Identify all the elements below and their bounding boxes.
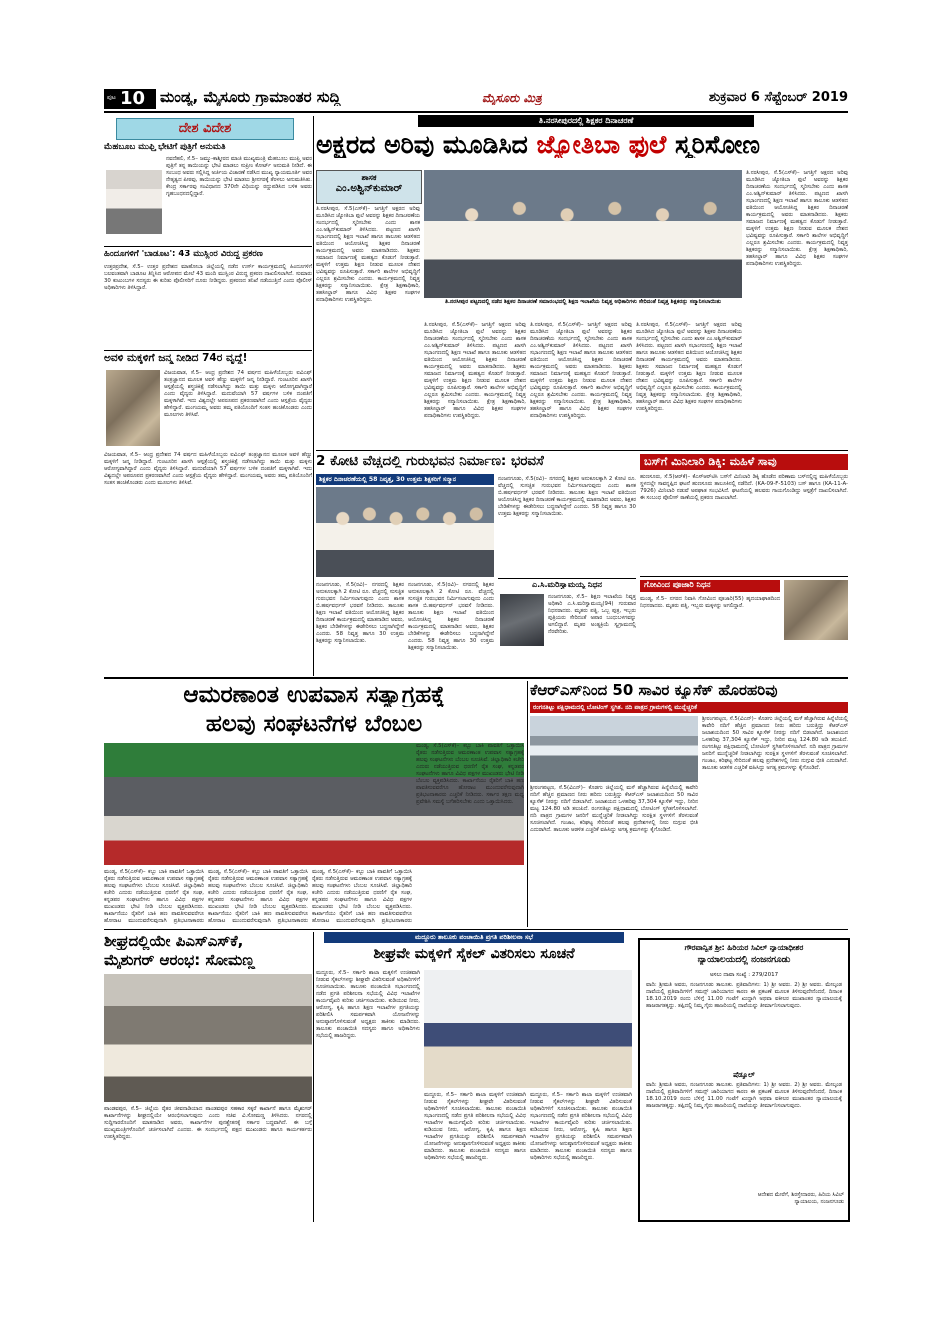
- cycle-kicker: [324, 932, 624, 943]
- pssk-headline-line1: ಶೀಘ್ರದಲ್ಲಿಯೇ ಪಿಎಸ್‌ಎಸ್‌ಕೆ,: [104, 934, 244, 950]
- legal-heading: ಗೌರವಾನ್ವಿತ ಶ್ರೀ: ಹಿರಿಯರ ಸಿವಿಲ್ ನ್ಯಾಯಾಧೀಶರ: [684, 944, 804, 952]
- section-tag-label: ದೇಶ ವಿದೇಶ: [178, 122, 232, 136]
- page-number-box: [104, 89, 156, 109]
- obituary-headline: ಎ.ಸಿ.ಮರಿಸ್ವಾಮಯ್ಯ ನಿಧನ: [532, 581, 602, 589]
- pssk-body: ಪಾಂಡವಪುರ, ಸೆ.5– ಜಿಲ್ಲೆಯ ರೈತರ ಜೀವನಾಡಿಯಾದ ಪಾಂಡವಪುರ ಸಹಕಾರ ಸಕ್ಕರೆ ಕಾರ್ಖಾನೆ ಹಾಗೂ ಮೈಶುಗರ್ ಕಾರ್ಖಾನೆಗಳನ್ನು ಶೀಘ್ರದಲ್ಲಿಯೇ ಆರಂಭಿಸಲಾಗುವುದು ಎಂದು ಸಚಿವ ವಿ.ಸೋಮಣ್ಣ ತಿಳಿಸಿದರು. ನಗರದಲ್ಲಿ ಸುದ್ದಿಗಾರರೊಂದಿಗೆ ಮಾತನಾಡಿದ ಅವರು, ಕಾರ್ಖಾನೆಗಳ ಪುನಶ್ಚೇತನಕ್ಕೆ ಸರ್ಕಾರ ಬದ್ಧವಾಗಿದೆ. ಈ ಬಗ್ಗೆ ಮುಖ್ಯಮಂತ್ರಿಗಳೊಂದಿಗೆ ಚರ್ಚಿಸಲಾಗಿದೆ ಎಂದರು. ಈ ಸಂದರ್ಭದಲ್ಲಿ ಪಕ್ಷದ ಮುಖಂಡರು ಹಾಗೂ ಕಾರ್ಯಕರ್ತರು ಉಪಸ್ಥಿತರಿದ್ದರು.: [104, 1106, 312, 1140]
- divider: [640, 576, 848, 577]
- divider: [498, 578, 636, 579]
- story-body: ನವದೆಹಲಿ, ಸೆ.5– ಜಮ್ಮು-ಕಾಶ್ಮೀರದ ಮಾಜಿ ಮುಖ್ಯಮಂತ್ರಿ ಮೆಹಬೂಬ ಮುಫ್ತಿ ಅವರ ಪುತ್ರಿಗೆ ತನ್ನ ತಾಯಿಯನ್ನು ಭೇಟಿ ಮಾಡಲು ಸುಪ್ರೀಂ ಕೋರ್ಟ್ ಅನುಮತಿ ನೀಡಿದೆ. ಈ ಸಂಬಂಧ ಅವರು ಸಲ್ಲಿಸಿದ್ದ ಅರ್ಜಿಯ ವಿಚಾರಣೆ ನಡೆಸಿದ ಮುಖ್ಯ ನ್ಯಾಯಮೂರ್ತಿ ಅವರ ನೇತೃತ್ವದ ಪೀಠವು, ತಾಯಿಯನ್ನು ಭೇಟಿ ಮಾಡಲು ಶ್ರೀನಗರಕ್ಕೆ ತೆರಳಲು ಅನುಮತಿಸಿತು. ಕೇಂದ್ರ ಸರ್ಕಾರವು ಸಂವಿಧಾನದ 370ನೇ ವಿಧಿಯನ್ನು ರದ್ದುಪಡಿಸಿದ ಬಳಿಕ ಅವರು ಗೃಹಬಂಧನದಲ್ಲಿದ್ದಾರೆ.: [166, 156, 312, 197]
- gurubhavana-body-col2: ನಂಜನಗೂಡು, ಸೆ.5(ರವಿ)– ನಗರದಲ್ಲಿ ಶಿಕ್ಷಕರ ಅನುಕೂಲಕ್ಕಾಗಿ 2 ಕೋಟಿ ರೂ. ವೆಚ್ಚದಲ್ಲಿ ಸುಸಜ್ಜಿತ ಗುರುಭವನ ನಿರ್ಮಿಸಲಾಗುವುದು ಎಂದು ಶಾಸಕ ಬಿ.ಹರ್ಷವರ್ಧನ್ ಭರವಸೆ ನೀಡಿದರು. ತಾಲೂಕು ಶಿಕ್ಷಣ ಇಲಾಖೆ ವತಿಯಿಂದ ಆಯೋಜಿಸಿದ್ದ ಶಿಕ್ಷಕರ ದಿನಾಚರಣೆ ಕಾರ್ಯಕ್ರಮದಲ್ಲಿ ಮಾತನಾಡಿದ ಅವರು, ಶಿಕ್ಷಕರ ಬೇಡಿಕೆಗಳನ್ನು ಈಡೇರಿಸಲು ಬದ್ಧನಾಗಿದ್ದೇನೆ ಎಂದರು. 58 ನಿವೃತ್ತ ಹಾಗೂ 30 ಉತ್ತಮ ಶಿಕ್ಷಕರನ್ನು ಸನ್ಮಾನಿಸಲಾಯಿತು.: [408, 582, 494, 651]
- legal-body: ವಾದಿ: ಶ್ರೀಮತಿ ಅವರು, ನಂಜನಗೂಡು ತಾಲೂಕು. ಪ್ರತಿವಾದಿಗಳು: 1) ಶ್ರೀ ಅವರು. 2) ಶ್ರೀ ಅವರು. ಮೇಲ್ಕಂಡ ದಾವೆಯಲ್ಲಿ ಪ್ರತಿವಾದಿಗಳಿಗೆ ಸಮನ್ಸ್ ಜಾರಿಯಾಗದ ಕಾರಣ ಈ ಪ್ರಕಟಣೆ ಮೂಲಕ ತಿಳಿಸುವುದೇನೆಂದರೆ, ದಿನಾಂಕ 18.10.2019 ರಂದು ಬೆಳಿಗ್ಗೆ 11.00 ಗಂಟೆಗೆ ಖುದ್ದಾಗಿ ಅಥವಾ ವಕೀಲರ ಮುಖಾಂತರ ನ್ಯಾಯಾಲಯಕ್ಕೆ ಹಾಜರಾಗತಕ್ಕದ್ದು. ತಪ್ಪಿದಲ್ಲಿ ನಿಮ್ಮ ಗೈರು ಹಾಜರಿಯಲ್ಲಿ ದಾವೆಯನ್ನು ತೀರ್ಮಾನಿಸಲಾಗುವುದು.: [646, 982, 842, 1009]
- page-number: 10: [120, 88, 146, 109]
- pssk-photo: [104, 974, 312, 1102]
- hunger-strike-story: [104, 681, 524, 927]
- lead-photo-caption: ತಿ.ನರಸೀಪುರ ಪಟ್ಟಣದಲ್ಲಿ ನಡೆದ ಶಿಕ್ಷಕರ ದಿನಾಚರಣೆ ಸಮಾರಂಭದಲ್ಲಿ ಶಿಕ್ಷಣ ಇಲಾಖೆಯ ನಿವೃತ್ತ ಅಧಿಕಾರಿಗಳು ಸೇರಿದಂತೆ ನಿವೃತ್ತ ಶಿಕ್ಷಕರನ್ನು ಸನ್ಮಾನಿಸಲಾಯಿತು: [424, 299, 742, 319]
- quote-label: ಶಾಸಕ: [361, 174, 377, 182]
- divider: [316, 450, 848, 451]
- accident-story: [640, 452, 848, 674]
- gurubhavana-photo: [316, 487, 494, 577]
- date-line: ಶುಕ್ರವಾರ 6 ಸೆಪ್ಟೆಂಬರ್ 2019: [708, 91, 848, 105]
- obituary2-headline: ಗೋವಿಂದ ಪೂಜಾರಿ ನಿಧನ: [644, 581, 711, 589]
- section-tag: [116, 118, 294, 140]
- column-rule: [313, 932, 314, 1222]
- obituary-body: ನಂಜನಗೂಡು, ಸೆ.5– ಶಿಕ್ಷಣ ಇಲಾಖೆಯ ನಿವೃತ್ತ ಅಧಿಕಾರಿ ಎ.ಸಿ.ಮರಿಸ್ವಾಮಯ್ಯ(94) ಗುರುವಾರ ನಿಧನರಾದರು. ಮೃತರು ಪತ್ನಿ, ಒಬ್ಬ ಪುತ್ರ, ಇಬ್ಬರು ಪುತ್ರಿಯರು ಸೇರಿದಂತೆ ಅಪಾರ ಬಂಧುಬಳಗವನ್ನು ಅಗಲಿದ್ದಾರೆ. ಮೃತರ ಅಂತ್ಯಕ್ರಿಯೆ ಸ್ವಗ್ರಾಮದಲ್ಲಿ ನೆರವೇರಿತು.: [548, 594, 636, 635]
- strike-body-col4: ಮಂಡ್ಯ, ಸೆ.5(ಎಸ್‌ಕೆ)– ಕಬ್ಬು ಬಾಕಿ ಪಾವತಿಗೆ ಒತ್ತಾಯಿಸಿ ರೈತರು ನಡೆಸುತ್ತಿರುವ ಆಮರಣಾಂತ ಉಪವಾಸ ಸತ್ಯಾಗ್ರಹಕ್ಕೆ ಹಲವು ಸಂಘಟನೆಗಳು ಬೆಂಬಲ ಸೂಚಿಸಿವೆ. ಜಿಲ್ಲಾಧಿಕಾರಿ ಕಚೇರಿ ಎದುರು ನಡೆಯುತ್ತಿರುವ ಧರಣಿಗೆ ರೈತ ಸಂಘ, ಕನ್ನಡಪರ ಸಂಘಟನೆಗಳು ಹಾಗೂ ವಿವಿಧ ಪಕ್ಷಗಳ ಮುಖಂಡರು ಭೇಟಿ ನೀಡಿ ಬೆಂಬಲ ವ್ಯಕ್ತಪಡಿಸಿದರು. ಕಾರ್ಖಾನೆಯು ರೈತರಿಗೆ ಬಾಕಿ ಹಣ ಪಾವತಿಸುವವರೆಗೂ ಹೋರಾಟ ಮುಂದುವರೆಸುವುದಾಗಿ ಪ್ರತಿಭಟನಾಕಾರರು ಎಚ್ಚರಿಕೆ ನೀಡಿದರು. ಸರ್ಕಾರ ತಕ್ಷಣ ಮಧ್ಯ ಪ್ರವೇಶಿಸಿ ಸಮಸ್ಯೆ ಬಗೆಹರಿಸಬೇಕು ಎಂದು ಒತ್ತಾಯಿಸಿದರು.: [416, 743, 524, 805]
- column-rule: [527, 681, 528, 927]
- legal-subheading: ನ್ಯಾಯಾಲಯದಲ್ಲಿ ನಂಜನಗೂಡು: [697, 956, 791, 965]
- krs-headline: ಕೆಆರ್‌ಎಸ್‌ನಿಂದ 50 ಸಾವಿರ ಕ್ಯೂಸೆಕ್ ಹೊರಹರಿವು: [530, 683, 778, 699]
- teachers-felicitation-photo: [424, 170, 742, 298]
- story-headline: ಹಿಂದೂಗಳಿಗೆ 'ಬಾಡೂಟ': 43 ಮುಸ್ಲಿಂರ ವಿರುದ್ಧ ಪ್ರಕರಣ: [104, 250, 263, 259]
- masthead: [104, 88, 848, 110]
- krs-body: ಶ್ರೀರಂಗಪಟ್ಟಣ, ಸೆ.5(ವಿಎನ್)– ಕೊಡಗು ಜಿಲ್ಲೆಯಲ್ಲಿ ಮಳೆ ಹೆಚ್ಚಾಗಿರುವ ಹಿನ್ನೆಲೆಯಲ್ಲಿ ಕಾವೇರಿ ನದಿಗೆ ಹೆಚ್ಚಿನ ಪ್ರಮಾಣದ ನೀರು ಹರಿದು ಬರುತ್ತಿದ್ದು ಕೆಆರ್‌ಎಸ್ ಜಲಾಶಯದಿಂದ 50 ಸಾವಿರ ಕ್ಯೂಸೆಕ್ ನೀರನ್ನು ನದಿಗೆ ಬಿಡಲಾಗಿದೆ. ಜಲಾಶಯದ ಒಳಹರಿವು 37,304 ಕ್ಯೂಸೆಕ್ ಇದ್ದು, ನೀರಿನ ಮಟ್ಟ 124.80 ಅಡಿ ತಲುಪಿದೆ. ರಂಗನತಿಟ್ಟು ಪಕ್ಷಿಧಾಮದಲ್ಲಿ ಬೋಟಿಂಗ್ ಸ್ಥಗಿತಗೊಳಿಸಲಾಗಿದೆ. ನದಿ ಪಾತ್ರದ ಗ್ರಾಮಗಳ ಜನರಿಗೆ ಮುನ್ನೆಚ್ಚರಿಕೆ ನೀಡಲಾಗಿದ್ದು ಸುರಕ್ಷಿತ ಸ್ಥಳಗಳಿಗೆ ತೆರಳುವಂತೆ ಸೂಚಿಸಲಾಗಿದೆ. ಗಂಜಾಂ, ಕರಿಘಟ್ಟ ಸೇರಿದಂತೆ ಹಲವು ಪ್ರದೇಶಗಳಲ್ಲಿ ನೀರು ನುಗ್ಗುವ ಭೀತಿ ಎದುರಾಗಿದೆ. ತಾಲೂಕು ಆಡಳಿತ ಎಚ್ಚರಿಕೆ ವಹಿಸಿದ್ದು ಅಗತ್ಯ ಕ್ರಮಗಳನ್ನು ಕೈಗೊಂಡಿದೆ.: [530, 785, 698, 833]
- story-headline: ಅವಳಿ ಮಕ್ಕಳಿಗೆ ಜನ್ಮ ನೀಡಿದ 74ರ ವೃದ್ಧೆ!: [104, 353, 248, 364]
- cycle-body-col2: ಮದ್ದೂರು, ಸೆ.5– ಸರ್ಕಾರಿ ಶಾಲಾ ಮಕ್ಕಳಿಗೆ ಉಚಿತವಾಗಿ ನೀಡುವ ಸೈಕಲ್‌ಗಳನ್ನು ಶೀಘ್ರವೇ ವಿತರಿಸುವಂತೆ ಅಧಿಕಾರಿಗಳಿಗೆ ಸೂಚಿಸಲಾಯಿತು. ತಾಲೂಕು ಪಂಚಾಯಿತಿ ಸಭಾಂಗಣದಲ್ಲಿ ನಡೆದ ಪ್ರಗತಿ ಪರಿಶೀಲನಾ ಸಭೆಯಲ್ಲಿ ವಿವಿಧ ಇಲಾಖೆಗಳ ಕಾರ್ಯವೈಖರಿ ಕುರಿತು ಚರ್ಚಿಸಲಾಯಿತು. ಕುಡಿಯುವ ನೀರು, ಆರೋಗ್ಯ, ಕೃಷಿ ಹಾಗೂ ಶಿಕ್ಷಣ ಇಲಾಖೆಗಳ ಪ್ರಗತಿಯನ್ನು ಪರಿಶೀಲಿಸಿ ಸಮರ್ಪಕವಾಗಿ ಯೋಜನೆಗಳನ್ನು ಅನುಷ್ಠಾನಗೊಳಿಸುವಂತೆ ಅಧ್ಯಕ್ಷರು ತಾಕೀತು ಮಾಡಿದರು. ತಾಲೂಕು ಪಂಚಾಯಿತಿ ಸದಸ್ಯರು ಹಾಗೂ ಅಧಿಕಾರಿಗಳು ಸಭೆಯಲ್ಲಿ ಹಾಜರಿದ್ದರು.: [424, 1092, 526, 1161]
- cycle-headline: ಶೀಘ್ರವೇ ಮಕ್ಕಳಿಗೆ ಸೈಕಲ್ ವಿತರಿಸಲು ಸೂಚನೆ: [373, 947, 575, 962]
- story-body-continued: ವಿಜಯವಾಡ, ಸೆ.5– ಆಂಧ್ರ ಪ್ರದೇಶದ 74 ವರ್ಷದ ಮಹಿಳೆಯೊಬ್ಬರು ಐವಿಎಫ್ ತಂತ್ರಜ್ಞಾನದ ಮೂಲಕ ಅವಳಿ ಹೆಣ್ಣು ಮಕ್ಕಳಿಗೆ ಜನ್ಮ ನೀಡಿದ್ದಾರೆ. ಗುಂಟೂರಿನ ಖಾಸಗಿ ಆಸ್ಪತ್ರೆಯಲ್ಲಿ ಶಸ್ತ್ರಚಿಕಿತ್ಸೆ ನಡೆಸಲಾಗಿದ್ದು ತಾಯಿ ಮತ್ತು ಮಕ್ಕಳು ಆರೋಗ್ಯವಾಗಿದ್ದಾರೆ ಎಂದು ವೈದ್ಯರು ತಿಳಿಸಿದ್ದಾರೆ. ಮದುವೆಯಾಗಿ 57 ವರ್ಷಗಳ ಬಳಿಕ ದಂಪತಿಗೆ ಮಕ್ಕಳಾಗಿವೆ. ಇದು ವಿಶ್ವದಲ್ಲೇ ಅಪರೂಪದ ಪ್ರಕರಣವಾಗಿದೆ ಎಂದು ಆಸ್ಪತ್ರೆಯ ವೈದ್ಯರು ಹೇಳಿದ್ದಾರೆ. ಮಂಗಯಮ್ಮ ಅವರು ತಮ್ಮ ಪತಿಯೊಂದಿಗೆ ಸಂತಸ ಹಂಚಿಕೊಂಡರು ಎಂದು ಮೂಲಗಳು ತಿಳಿಸಿವೆ.: [104, 452, 312, 486]
- obituary2-photo: [784, 580, 848, 640]
- pssk-story: [104, 932, 312, 1222]
- krs-dam-photo: [530, 716, 698, 782]
- cycle-body-col3: ಮದ್ದೂರು, ಸೆ.5– ಸರ್ಕಾರಿ ಶಾಲಾ ಮಕ್ಕಳಿಗೆ ಉಚಿತವಾಗಿ ನೀಡುವ ಸೈಕಲ್‌ಗಳನ್ನು ಶೀಘ್ರವೇ ವಿತರಿಸುವಂತೆ ಅಧಿಕಾರಿಗಳಿಗೆ ಸೂಚಿಸಲಾಯಿತು. ತಾಲೂಕು ಪಂಚಾಯಿತಿ ಸಭಾಂಗಣದಲ್ಲಿ ನಡೆದ ಪ್ರಗತಿ ಪರಿಶೀಲನಾ ಸಭೆಯಲ್ಲಿ ವಿವಿಧ ಇಲಾಖೆಗಳ ಕಾರ್ಯವೈಖರಿ ಕುರಿತು ಚರ್ಚಿಸಲಾಯಿತು. ಕುಡಿಯುವ ನೀರು, ಆರೋಗ್ಯ, ಕೃಷಿ ಹಾಗೂ ಶಿಕ್ಷಣ ಇಲಾಖೆಗಳ ಪ್ರಗತಿಯನ್ನು ಪರಿಶೀಲಿಸಿ ಸಮರ್ಪಕವಾಗಿ ಯೋಜನೆಗಳನ್ನು ಅನುಷ್ಠಾನಗೊಳಿಸುವಂತೆ ಅಧ್ಯಕ್ಷರು ತಾಕೀತು ಮಾಡಿದರು. ತಾಲೂಕು ಪಂಚಾಯಿತಿ ಸದಸ್ಯರು ಹಾಗೂ ಅಧಿಕಾರಿಗಳು ಸಭೆಯಲ್ಲಿ ಹಾಜರಿದ್ದರು.: [530, 1092, 632, 1161]
- cycle-story: [316, 932, 632, 1222]
- section-rule: [104, 929, 848, 930]
- mehbooba-photo: [106, 170, 162, 234]
- lead-body-col5: ತಿ.ನರಸೀಪುರ, ಸೆ.5(ಎಸ್‌ಕೆ)– ಜಗತ್ತಿಗೆ ಅಕ್ಷರದ ಅರಿವು ಮೂಡಿಸಿದ ಜ್ಯೋತಿಬಾ ಫುಲೆ ಅವರನ್ನು ಶಿಕ್ಷಕರ ದಿನಾಚರಣೆಯ ಸಂದರ್ಭದಲ್ಲಿ ಸ್ಮರಿಸಬೇಕು ಎಂದು ಶಾಸಕ ಎಂ.ಅಶ್ವಿನ್‌ಕುಮಾರ್ ತಿಳಿಸಿದರು. ಪಟ್ಟಣದ ಖಾಸಗಿ ಸಭಾಂಗಣದಲ್ಲಿ ಶಿಕ್ಷಣ ಇಲಾಖೆ ಹಾಗೂ ತಾಲೂಕು ಆಡಳಿತದ ವತಿಯಿಂದ ಆಯೋಜಿಸಿದ್ದ ಶಿಕ್ಷಕರ ದಿನಾಚರಣೆ ಕಾರ್ಯಕ್ರಮದಲ್ಲಿ ಅವರು ಮಾತನಾಡಿದರು. ಶಿಕ್ಷಕರು ಸಮಾಜದ ನಿರ್ಮಾಣಕ್ಕೆ ಮಹತ್ವದ ಕೊಡುಗೆ ನೀಡುತ್ತಾರೆ. ಮಕ್ಕಳಿಗೆ ಉತ್ತಮ ಶಿಕ್ಷಣ ನೀಡುವ ಮೂಲಕ ದೇಶದ ಭವಿಷ್ಯವನ್ನು ರೂಪಿಸುತ್ತಾರೆ. ಸರ್ಕಾರಿ ಶಾಲೆಗಳ ಅಭಿವೃದ್ಧಿಗೆ ಎಲ್ಲರೂ ಶ್ರಮಿಸಬೇಕು ಎಂದರು. ಕಾರ್ಯಕ್ರಮದಲ್ಲಿ ನಿವೃತ್ತ ಶಿಕ್ಷಕರನ್ನು ಸನ್ಮಾನಿಸಲಾಯಿತು. ಕ್ಷೇತ್ರ ಶಿಕ್ಷಣಾಧಿಕಾರಿ, ತಹಸೀಲ್ದಾರ್ ಹಾಗೂ ವಿವಿಧ ಶಿಕ್ಷಕರ ಸಂಘಗಳ ಪದಾಧಿಕಾರಿಗಳು ಉಪಸ್ಥಿತರಿದ್ದರು.: [746, 170, 848, 267]
- strike-headline-line1: ಆಮರಣಾಂತ ಉಪವಾಸ ಸತ್ಯಾಗ್ರಹಕ್ಕೆ: [183, 683, 445, 708]
- pssk-headline-line2: ಮೈಶುಗರ್ ಆರಂಭ: ಸೋಮಣ್ಣ: [104, 953, 255, 969]
- obituary-photo: [500, 594, 544, 646]
- story-body: ಉತ್ತರಪ್ರದೇಶ, ಸೆ.5– ಉತ್ತರ ಪ್ರದೇಶದ ಮಾಹೋಬಾ ಜಿಲ್ಲೆಯಲ್ಲಿ ನಡೆದ ಉರ್ಸ್ ಕಾರ್ಯಕ್ರಮದಲ್ಲಿ ಹಿಂದೂಗಳಿಗೆ ಬಲವಂತವಾಗಿ ಬಾಡೂಟ ತಿನ್ನಿಸಿದ ಆರೋಪದ ಮೇಲೆ 43 ಮಂದಿ ಮುಸ್ಲಿಂರ ವಿರುದ್ಧ ಪ್ರಕರಣ ದಾಖಲಿಸಲಾಗಿದೆ. ಸುಮಾರು 30 ಕುಟುಂಬಗಳ ಸದಸ್ಯರು ಈ ಕುರಿತು ಪೊಲೀಸರಿಗೆ ದೂರು ನೀಡಿದ್ದರು. ಪ್ರಕರಣದ ತನಿಖೆ ನಡೆಯುತ್ತಿದೆ ಎಂದು ಪೊಲೀಸ್ ಅಧಿಕಾರಿಗಳು ತಿಳಿಸಿದ್ದಾರೆ.: [104, 264, 312, 291]
- obituary2-body: ಮಂಡ್ಯ, ಸೆ.5– ನಗರದ ನಿವಾಸಿ ಗೋವಿಂದ ಪೂಜಾರಿ(55) ಹೃದಯಾಘಾತದಿಂದ ನಿಧನರಾದರು. ಮೃತರು ಪತ್ನಿ, ಇಬ್ಬರು ಮಕ್ಕಳನ್ನು ಅಗಲಿದ್ದಾರೆ.: [640, 596, 780, 609]
- strike-body-col3: ಮಂಡ್ಯ, ಸೆ.5(ಎಸ್‌ಕೆ)– ಕಬ್ಬು ಬಾಕಿ ಪಾವತಿಗೆ ಒತ್ತಾಯಿಸಿ ರೈತರು ನಡೆಸುತ್ತಿರುವ ಆಮರಣಾಂತ ಉಪವಾಸ ಸತ್ಯಾಗ್ರಹಕ್ಕೆ ಹಲವು ಸಂಘಟನೆಗಳು ಬೆಂಬಲ ಸೂಚಿಸಿವೆ. ಜಿಲ್ಲಾಧಿಕಾರಿ ಕಚೇರಿ ಎದುರು ನಡೆಯುತ್ತಿರುವ ಧರಣಿಗೆ ರೈತ ಸಂಘ, ಕನ್ನಡಪರ ಸಂಘಟನೆಗಳು ಹಾಗೂ ವಿವಿಧ ಪಕ್ಷಗಳ ಮುಖಂಡರು ಭೇಟಿ ನೀಡಿ ಬೆಂಬಲ ವ್ಯಕ್ತಪಡಿಸಿದರು. ಕಾರ್ಖಾನೆಯು ರೈತರಿಗೆ ಬಾಕಿ ಹಣ ಪಾವತಿಸುವವರೆಗೂ ಹೋರಾಟ ಮುಂದುವರೆಸುವುದಾಗಿ ಪ್ರತಿಭಟನಾಕಾರರು: [312, 869, 412, 924]
- masthead-logo: ಮೈಸೂರು ಮಿತ್ರ: [482, 92, 542, 105]
- legal-notice: [638, 938, 850, 1222]
- section-rule: [104, 677, 848, 679]
- lead-kicker: [418, 115, 754, 127]
- lead-body: ತಿ.ನರಸೀಪುರ, ಸೆ.5(ಎಸ್‌ಕೆ)– ಜಗತ್ತಿಗೆ ಅಕ್ಷರದ ಅರಿವು ಮೂಡಿಸಿದ ಜ್ಯೋತಿಬಾ ಫುಲೆ ಅವರನ್ನು ಶಿಕ್ಷಕರ ದಿನಾಚರಣೆಯ ಸಂದರ್ಭದಲ್ಲಿ ಸ್ಮರಿಸಬೇಕು ಎಂದು ಶಾಸಕ ಎಂ.ಅಶ್ವಿನ್‌ಕುಮಾರ್ ತಿಳಿಸಿದರು. ಪಟ್ಟಣದ ಖಾಸಗಿ ಸಭಾಂಗಣದಲ್ಲಿ ಶಿಕ್ಷಣ ಇಲಾಖೆ ಹಾಗೂ ತಾಲೂಕು ಆಡಳಿತದ ವತಿಯಿಂದ ಆಯೋಜಿಸಿದ್ದ ಶಿಕ್ಷಕರ ದಿನಾಚರಣೆ ಕಾರ್ಯಕ್ರಮದಲ್ಲಿ ಅವರು ಮಾತನಾಡಿದರು. ಶಿಕ್ಷಕರು ಸಮಾಜದ ನಿರ್ಮಾಣಕ್ಕೆ ಮಹತ್ವದ ಕೊಡುಗೆ ನೀಡುತ್ತಾರೆ. ಮಕ್ಕಳಿಗೆ ಉತ್ತಮ ಶಿಕ್ಷಣ ನೀಡುವ ಮೂಲಕ ದೇಶದ ಭವಿಷ್ಯವನ್ನು ರೂಪಿಸುತ್ತಾರೆ. ಸರ್ಕಾರಿ ಶಾಲೆಗಳ ಅಭಿವೃದ್ಧಿಗೆ ಎಲ್ಲರೂ ಶ್ರಮಿಸಬೇಕು ಎಂದರು. ಕಾರ್ಯಕ್ರಮದಲ್ಲಿ ನಿವೃತ್ತ ಶಿಕ್ಷಕರನ್ನು ಸನ್ಮಾನಿಸಲಾಯಿತು. ಕ್ಷೇತ್ರ ಶಿಕ್ಷಣಾಧಿಕಾರಿ, ತಹಸೀಲ್ದಾರ್ ಹಾಗೂ ವಿವಿಧ ಶಿಕ್ಷಕರ ಸಂಘಗಳ ಪದಾಧಿಕಾರಿಗಳು ಉಪಸ್ಥಿತರಿದ್ದರು.: [316, 206, 420, 303]
- lead-body-col4: ತಿ.ನರಸೀಪುರ, ಸೆ.5(ಎಸ್‌ಕೆ)– ಜಗತ್ತಿಗೆ ಅಕ್ಷರದ ಅರಿವು ಮೂಡಿಸಿದ ಜ್ಯೋತಿಬಾ ಫುಲೆ ಅವರನ್ನು ಶಿಕ್ಷಕರ ದಿನಾಚರಣೆಯ ಸಂದರ್ಭದಲ್ಲಿ ಸ್ಮರಿಸಬೇಕು ಎಂದು ಶಾಸಕ ಎಂ.ಅಶ್ವಿನ್‌ಕುಮಾರ್ ತಿಳಿಸಿದರು. ಪಟ್ಟಣದ ಖಾಸಗಿ ಸಭಾಂಗಣದಲ್ಲಿ ಶಿಕ್ಷಣ ಇಲಾಖೆ ಹಾಗೂ ತಾಲೂಕು ಆಡಳಿತದ ವತಿಯಿಂದ ಆಯೋಜಿಸಿದ್ದ ಶಿಕ್ಷಕರ ದಿನಾಚರಣೆ ಕಾರ್ಯಕ್ರಮದಲ್ಲಿ ಅವರು ಮಾತನಾಡಿದರು. ಶಿಕ್ಷಕರು ಸಮಾಜದ ನಿರ್ಮಾಣಕ್ಕೆ ಮಹತ್ವದ ಕೊಡುಗೆ ನೀಡುತ್ತಾರೆ. ಮಕ್ಕಳಿಗೆ ಉತ್ತಮ ಶಿಕ್ಷಣ ನೀಡುವ ಮೂಲಕ ದೇಶದ ಭವಿಷ್ಯವನ್ನು ರೂಪಿಸುತ್ತಾರೆ. ಸರ್ಕಾರಿ ಶಾಲೆಗಳ ಅಭಿವೃದ್ಧಿಗೆ ಎಲ್ಲರೂ ಶ್ರಮಿಸಬೇಕು ಎಂದರು. ಕಾರ್ಯಕ್ರಮದಲ್ಲಿ ನಿವೃತ್ತ ಶಿಕ್ಷಕರನ್ನು ಸನ್ಮಾನಿಸಲಾಯಿತು. ಕ್ಷೇತ್ರ ಶಿಕ್ಷಣಾಧಿಕಾರಿ, ತಹಸೀಲ್ದಾರ್ ಹಾಗೂ ವಿವಿಧ ಶಿಕ್ಷಕರ ಸಂಘಗಳ ಪದಾಧಿಕಾರಿಗಳು ಉಪಸ್ಥಿತರಿದ್ದರು.: [636, 322, 742, 412]
- lead-headline: [316, 132, 848, 158]
- cycle-kicker-text: ಮದ್ದೂರು ತಾಲೂಕು ಪಂಚಾಯಿತಿ ಪ್ರಗತಿ ಪರಿಶೀಲನಾ ಸಭೆ: [415, 933, 533, 941]
- obituary2-head-box: [640, 580, 780, 592]
- left-column: [104, 116, 312, 676]
- gurubhavana-banner-text: ಶಿಕ್ಷಕರ ದಿನಾಚರಣೆಯಲ್ಲಿ 58 ನಿವೃತ್ತ, 30 ಉತ್ತಮ ಶಿಕ್ಷಕರಿಗೆ ಸನ್ಮಾನ: [319, 476, 457, 483]
- lead-headline-part2: ಸ್ಮರಿಸೋಣ: [666, 132, 761, 159]
- elderly-mother-photo: [106, 370, 160, 446]
- krs-banner: [530, 702, 848, 713]
- legal-schedule-label: ಷೆಡ್ಯೂಲ್: [733, 1072, 755, 1079]
- divider: [104, 350, 312, 351]
- strike-body: ಮಂಡ್ಯ, ಸೆ.5(ಎಸ್‌ಕೆ)– ಕಬ್ಬು ಬಾಕಿ ಪಾವತಿಗೆ ಒತ್ತಾಯಿಸಿ ರೈತರು ನಡೆಸುತ್ತಿರುವ ಆಮರಣಾಂತ ಉಪವಾಸ ಸತ್ಯಾಗ್ರಹಕ್ಕೆ ಹಲವು ಸಂಘಟನೆಗಳು ಬೆಂಬಲ ಸೂಚಿಸಿವೆ. ಜಿಲ್ಲಾಧಿಕಾರಿ ಕಚೇರಿ ಎದುರು ನಡೆಯುತ್ತಿರುವ ಧರಣಿಗೆ ರೈತ ಸಂಘ, ಕನ್ನಡಪರ ಸಂಘಟನೆಗಳು ಹಾಗೂ ವಿವಿಧ ಪಕ್ಷಗಳ ಮುಖಂಡರು ಭೇಟಿ ನೀಡಿ ಬೆಂಬಲ ವ್ಯಕ್ತಪಡಿಸಿದರು. ಕಾರ್ಖಾನೆಯು ರೈತರಿಗೆ ಬಾಕಿ ಹಣ ಪಾವತಿಸುವವರೆಗೂ ಹೋರಾಟ ಮುಂದುವರೆಸುವುದಾಗಿ ಪ್ರತಿಭಟನಾಕಾರರು: [104, 869, 204, 924]
- lead-body-col2: ತಿ.ನರಸೀಪುರ, ಸೆ.5(ಎಸ್‌ಕೆ)– ಜಗತ್ತಿಗೆ ಅಕ್ಷರದ ಅರಿವು ಮೂಡಿಸಿದ ಜ್ಯೋತಿಬಾ ಫುಲೆ ಅವರನ್ನು ಶಿಕ್ಷಕರ ದಿನಾಚರಣೆಯ ಸಂದರ್ಭದಲ್ಲಿ ಸ್ಮರಿಸಬೇಕು ಎಂದು ಶಾಸಕ ಎಂ.ಅಶ್ವಿನ್‌ಕುಮಾರ್ ತಿಳಿಸಿದರು. ಪಟ್ಟಣದ ಖಾಸಗಿ ಸಭಾಂಗಣದಲ್ಲಿ ಶಿಕ್ಷಣ ಇಲಾಖೆ ಹಾಗೂ ತಾಲೂಕು ಆಡಳಿತದ ವತಿಯಿಂದ ಆಯೋಜಿಸಿದ್ದ ಶಿಕ್ಷಕರ ದಿನಾಚರಣೆ ಕಾರ್ಯಕ್ರಮದಲ್ಲಿ ಅವರು ಮಾತನಾಡಿದರು. ಶಿಕ್ಷಕರು ಸಮಾಜದ ನಿರ್ಮಾಣಕ್ಕೆ ಮಹತ್ವದ ಕೊಡುಗೆ ನೀಡುತ್ತಾರೆ. ಮಕ್ಕಳಿಗೆ ಉತ್ತಮ ಶಿಕ್ಷಣ ನೀಡುವ ಮೂಲಕ ದೇಶದ ಭವಿಷ್ಯವನ್ನು ರೂಪಿಸುತ್ತಾರೆ. ಸರ್ಕಾರಿ ಶಾಲೆಗಳ ಅಭಿವೃದ್ಧಿಗೆ ಎಲ್ಲರೂ ಶ್ರಮಿಸಬೇಕು ಎಂದರು. ಕಾರ್ಯಕ್ರಮದಲ್ಲಿ ನಿವೃತ್ತ ಶಿಕ್ಷಕರನ್ನು ಸನ್ಮಾನಿಸಲಾಯಿತು. ಕ್ಷೇತ್ರ ಶಿಕ್ಷಣಾಧಿಕಾರಿ, ತಹಸೀಲ್ದಾರ್ ಹಾಗೂ ವಿವಿಧ ಶಿಕ್ಷಕರ ಸಂಘಗಳ ಪದಾಧಿಕಾರಿಗಳು ಉಪಸ್ಥಿತರಿದ್ದರು.: [424, 322, 526, 419]
- krs-story: [530, 681, 848, 927]
- legal-case-line: ಅಸಲು ದಾವಾ ಸಂಖ್ಯೆ : 279/2017: [709, 972, 779, 978]
- accident-body: ಹುಣಸೂರು, ಸೆ.5(ಆರ್‌ಕೆ)– ಕೆಎಸ್‌ಆರ್‌ಟಿಸಿ ಬಸ್‌ಗೆ ಮಿನಿಲಾರಿ ಡಿಕ್ಕಿ ಹೊಡೆದ ಪರಿಣಾಮ ಬಸ್‌ನಲ್ಲಿದ್ದ ಮಹಿಳೆಯೊಬ್ಬರು ಸ್ಥಳದಲ್ಲೇ ಸಾವನ್ನಪ್ಪಿದ ಘಟನೆ ಹುಣಸೂರು ತಾಲೂಕಿನಲ್ಲಿ ನಡೆದಿದೆ. (KA-09-F-5103) ಬಸ್ ಹಾಗೂ (KA-11-A-7926) ಮಿನಿಲಾರಿ ನಡುವೆ ಅಪಘಾತ ಸಂಭವಿಸಿದೆ. ಘಟನೆಯಲ್ಲಿ ಹಲವರು ಗಾಯಗೊಂಡಿದ್ದು ಆಸ್ಪತ್ರೆಗೆ ದಾಖಲಿಸಲಾಗಿದೆ. ಈ ಸಂಬಂಧ ಪೊಲೀಸ್ ಠಾಣೆಯಲ್ಲಿ ಪ್ರಕರಣ ದಾಖಲಾಗಿದೆ.: [640, 474, 848, 501]
- cycle-meeting-photo: [424, 970, 632, 1088]
- story-headline: ಮೆಹಬೂಬ ಮುಫ್ತಿ ಭೇಟಿಗೆ ಪುತ್ರಿಗೆ ಅನುಮತಿ: [104, 143, 226, 152]
- lead-story: [316, 114, 848, 450]
- divider: [104, 246, 312, 247]
- strike-body-col2: ಮಂಡ್ಯ, ಸೆ.5(ಎಸ್‌ಕೆ)– ಕಬ್ಬು ಬಾಕಿ ಪಾವತಿಗೆ ಒತ್ತಾಯಿಸಿ ರೈತರು ನಡೆಸುತ್ತಿರುವ ಆಮರಣಾಂತ ಉಪವಾಸ ಸತ್ಯಾಗ್ರಹಕ್ಕೆ ಹಲವು ಸಂಘಟನೆಗಳು ಬೆಂಬಲ ಸೂಚಿಸಿವೆ. ಜಿಲ್ಲಾಧಿಕಾರಿ ಕಚೇರಿ ಎದುರು ನಡೆಯುತ್ತಿರುವ ಧರಣಿಗೆ ರೈತ ಸಂಘ, ಕನ್ನಡಪರ ಸಂಘಟನೆಗಳು ಹಾಗೂ ವಿವಿಧ ಪಕ್ಷಗಳ ಮುಖಂಡರು ಭೇಟಿ ನೀಡಿ ಬೆಂಬಲ ವ್ಯಕ್ತಪಡಿಸಿದರು. ಕಾರ್ಖಾನೆಯು ರೈತರಿಗೆ ಬಾಕಿ ಹಣ ಪಾವತಿಸುವವರೆಗೂ ಹೋರಾಟ ಮುಂದುವರೆಸುವುದಾಗಿ ಪ್ರತಿಭಟನಾಕಾರರು: [208, 869, 308, 924]
- accident-headline: ಬಸ್‌ಗೆ ಮಿನಿಲಾರಿ ಡಿಕ್ಕಿ: ಮಹಿಳೆ ಸಾವು: [644, 456, 777, 468]
- gurubhavana-banner: [316, 474, 494, 485]
- story-body: ವಿಜಯವಾಡ, ಸೆ.5– ಆಂಧ್ರ ಪ್ರದೇಶದ 74 ವರ್ಷದ ಮಹಿಳೆಯೊಬ್ಬರು ಐವಿಎಫ್ ತಂತ್ರಜ್ಞಾನದ ಮೂಲಕ ಅವಳಿ ಹೆಣ್ಣು ಮಕ್ಕಳಿಗೆ ಜನ್ಮ ನೀಡಿದ್ದಾರೆ. ಗುಂಟೂರಿನ ಖಾಸಗಿ ಆಸ್ಪತ್ರೆಯಲ್ಲಿ ಶಸ್ತ್ರಚಿಕಿತ್ಸೆ ನಡೆಸಲಾಗಿದ್ದು ತಾಯಿ ಮತ್ತು ಮಕ್ಕಳು ಆರೋಗ್ಯವಾಗಿದ್ದಾರೆ ಎಂದು ವೈದ್ಯರು ತಿಳಿಸಿದ್ದಾರೆ. ಮದುವೆಯಾಗಿ 57 ವರ್ಷಗಳ ಬಳಿಕ ದಂಪತಿಗೆ ಮಕ್ಕಳಾಗಿವೆ. ಇದು ವಿಶ್ವದಲ್ಲೇ ಅಪರೂಪದ ಪ್ರಕರಣವಾಗಿದೆ ಎಂದು ಆಸ್ಪತ್ರೆಯ ವೈದ್ಯರು ಹೇಳಿದ್ದಾರೆ. ಮಂಗಯಮ್ಮ ಅವರು ತಮ್ಮ ಪತಿಯೊಂದಿಗೆ ಸಂತಸ ಹಂಚಿಕೊಂಡರು ಎಂದು ಮೂಲಗಳು ತಿಳಿಸಿವೆ.: [164, 370, 312, 418]
- legal-footer: ಆದೇಶದ ಮೇರೆಗೆ, ಶಿರಸ್ತೇದಾರರು, ಹಿರಿಯ ಸಿವಿಲ್ ನ್ಯಾಯಾಲಯ, ನಂಜನಗೂಡು: [757, 1192, 844, 1205]
- lead-headline-highlight: ಜ್ಯೋತಿಬಾ ಫುಲೆ: [536, 132, 667, 159]
- krs-body-col2: ಶ್ರೀರಂಗಪಟ್ಟಣ, ಸೆ.5(ವಿಎನ್)– ಕೊಡಗು ಜಿಲ್ಲೆಯಲ್ಲಿ ಮಳೆ ಹೆಚ್ಚಾಗಿರುವ ಹಿನ್ನೆಲೆಯಲ್ಲಿ ಕಾವೇರಿ ನದಿಗೆ ಹೆಚ್ಚಿನ ಪ್ರಮಾಣದ ನೀರು ಹರಿದು ಬರುತ್ತಿದ್ದು ಕೆಆರ್‌ಎಸ್ ಜಲಾಶಯದಿಂದ 50 ಸಾವಿರ ಕ್ಯೂಸೆಕ್ ನೀರನ್ನು ನದಿಗೆ ಬಿಡಲಾಗಿದೆ. ಜಲಾಶಯದ ಒಳಹರಿವು 37,304 ಕ್ಯೂಸೆಕ್ ಇದ್ದು, ನೀರಿನ ಮಟ್ಟ 124.80 ಅಡಿ ತಲುಪಿದೆ. ರಂಗನತಿಟ್ಟು ಪಕ್ಷಿಧಾಮದಲ್ಲಿ ಬೋಟಿಂಗ್ ಸ್ಥಗಿತಗೊಳಿಸಲಾಗಿದೆ. ನದಿ ಪಾತ್ರದ ಗ್ರಾಮಗಳ ಜನರಿಗೆ ಮುನ್ನೆಚ್ಚರಿಕೆ ನೀಡಲಾಗಿದ್ದು ಸುರಕ್ಷಿತ ಸ್ಥಳಗಳಿಗೆ ತೆರಳುವಂತೆ ಸೂಚಿಸಲಾಗಿದೆ. ಗಂಜಾಂ, ಕರಿಘಟ್ಟ ಸೇರಿದಂತೆ ಹಲವು ಪ್ರದೇಶಗಳಲ್ಲಿ ನೀರು ನುಗ್ಗುವ ಭೀತಿ ಎದುರಾಗಿದೆ. ತಾಲೂಕು ಆಡಳಿತ ಎಚ್ಚರಿಕೆ ವಹಿಸಿದ್ದು ಅಗತ್ಯ ಕ್ರಮಗಳನ್ನು ಕೈಗೊಂಡಿದೆ.: [702, 716, 848, 771]
- gurubhavana-body: ನಂಜನಗೂಡು, ಸೆ.5(ರವಿ)– ನಗರದಲ್ಲಿ ಶಿಕ್ಷಕರ ಅನುಕೂಲಕ್ಕಾಗಿ 2 ಕೋಟಿ ರೂ. ವೆಚ್ಚದಲ್ಲಿ ಸುಸಜ್ಜಿತ ಗುರುಭವನ ನಿರ್ಮಿಸಲಾಗುವುದು ಎಂದು ಶಾಸಕ ಬಿ.ಹರ್ಷವರ್ಧನ್ ಭರವಸೆ ನೀಡಿದರು. ತಾಲೂಕು ಶಿಕ್ಷಣ ಇಲಾಖೆ ವತಿಯಿಂದ ಆಯೋಜಿಸಿದ್ದ ಶಿಕ್ಷಕರ ದಿನಾಚರಣೆ ಕಾರ್ಯಕ್ರಮದಲ್ಲಿ ಮಾತನಾಡಿದ ಅವರು, ಶಿಕ್ಷಕರ ಬೇಡಿಕೆಗಳನ್ನು ಈಡೇರಿಸಲು ಬದ್ಧನಾಗಿದ್ದೇನೆ ಎಂದರು. 58 ನಿವೃತ್ತ ಹಾಗೂ 30 ಉತ್ತಮ ಶಿಕ್ಷಕರನ್ನು ಸನ್ಮಾನಿಸಲಾಯಿತು.: [316, 582, 404, 644]
- krs-banner-text: ರಂಗನತಿಟ್ಟು ಪಕ್ಷಿಧಾಮದಲ್ಲಿ ಬೋಟಿಂಗ್ ಸ್ಥಗಿತ. ನದಿ ಪಾತ್ರದ ಗ್ರಾಮಗಳಲ್ಲಿ ಮುನ್ನೆಚ್ಚರಿಕೆ: [533, 704, 698, 711]
- section-title: ಮಂಡ್ಯ, ಮೈಸೂರು ಗ್ರಾಮಾಂತರ ಸುದ್ದಿ: [160, 90, 341, 106]
- legal-schedule-body: ವಾದಿ: ಶ್ರೀಮತಿ ಅವರು, ನಂಜನಗೂಡು ತಾಲೂಕು. ಪ್ರತಿವಾದಿಗಳು: 1) ಶ್ರೀ ಅವರು. 2) ಶ್ರೀ ಅವರು. ಮೇಲ್ಕಂಡ ದಾವೆಯಲ್ಲಿ ಪ್ರತಿವಾದಿಗಳಿಗೆ ಸಮನ್ಸ್ ಜಾರಿಯಾಗದ ಕಾರಣ ಈ ಪ್ರಕಟಣೆ ಮೂಲಕ ತಿಳಿಸುವುದೇನೆಂದರೆ, ದಿನಾಂಕ 18.10.2019 ರಂದು ಬೆಳಿಗ್ಗೆ 11.00 ಗಂಟೆಗೆ ಖುದ್ದಾಗಿ ಅಥವಾ ವಕೀಲರ ಮುಖಾಂತರ ನ್ಯಾಯಾಲಯಕ್ಕೆ ಹಾಜರಾಗತಕ್ಕದ್ದು. ತಪ್ಪಿದಲ್ಲಿ ನಿಮ್ಮ ಗೈರು ಹಾಜರಿಯಲ್ಲಿ ದಾವೆಯನ್ನು ತೀರ್ಮಾನಿಸಲಾಗುವುದು.: [646, 1082, 842, 1109]
- accident-head-box: [640, 454, 848, 470]
- page-label: ಪುಟ: [107, 94, 116, 101]
- gurubhavana-story: [316, 452, 636, 674]
- lead-kicker-text: ತಿ.ನರಸೀಪುರದಲ್ಲಿ ಶಿಕ್ಷಕರ ದಿನಾಚರಣೆ: [538, 116, 634, 125]
- cycle-body: ಮದ್ದೂರು, ಸೆ.5– ಸರ್ಕಾರಿ ಶಾಲಾ ಮಕ್ಕಳಿಗೆ ಉಚಿತವಾಗಿ ನೀಡುವ ಸೈಕಲ್‌ಗಳನ್ನು ಶೀಘ್ರವೇ ವಿತರಿಸುವಂತೆ ಅಧಿಕಾರಿಗಳಿಗೆ ಸೂಚಿಸಲಾಯಿತು. ತಾಲೂಕು ಪಂಚಾಯಿತಿ ಸಭಾಂಗಣದಲ್ಲಿ ನಡೆದ ಪ್ರಗತಿ ಪರಿಶೀಲನಾ ಸಭೆಯಲ್ಲಿ ವಿವಿಧ ಇಲಾಖೆಗಳ ಕಾರ್ಯವೈಖರಿ ಕುರಿತು ಚರ್ಚಿಸಲಾಯಿತು. ಕುಡಿಯುವ ನೀರು, ಆರೋಗ್ಯ, ಕೃಷಿ ಹಾಗೂ ಶಿಕ್ಷಣ ಇಲಾಖೆಗಳ ಪ್ರಗತಿಯನ್ನು ಪರಿಶೀಲಿಸಿ ಸಮರ್ಪಕವಾಗಿ ಯೋಜನೆಗಳನ್ನು ಅನುಷ್ಠಾನಗೊಳಿಸುವಂತೆ ಅಧ್ಯಕ್ಷರು ತಾಕೀತು ಮಾಡಿದರು. ತಾಲೂಕು ಪಂಚಾಯಿತಿ ಸದಸ್ಯರು ಹಾಗೂ ಅಧಿಕಾರಿಗಳು ಸಭೆಯಲ್ಲಿ ಹಾಜರಿದ್ದರು.: [316, 970, 420, 1039]
- quote-name: ಎಂ.ಅಶ್ವಿನ್‌ಕುಮಾರ್: [335, 184, 403, 195]
- column-rule: [313, 116, 314, 676]
- masthead-rule: [104, 111, 848, 113]
- gurubhavana-headline: 2 ಕೋಟಿ ವೆಚ್ಚದಲ್ಲಿ ಗುರುಭವನ ನಿರ್ಮಾಣ: ಭರವಸೆ: [316, 454, 544, 469]
- gurubhavana-body-col3: ನಂಜನಗೂಡು, ಸೆ.5(ರವಿ)– ನಗರದಲ್ಲಿ ಶಿಕ್ಷಕರ ಅನುಕೂಲಕ್ಕಾಗಿ 2 ಕೋಟಿ ರೂ. ವೆಚ್ಚದಲ್ಲಿ ಸುಸಜ್ಜಿತ ಗುರುಭವನ ನಿರ್ಮಿಸಲಾಗುವುದು ಎಂದು ಶಾಸಕ ಬಿ.ಹರ್ಷವರ್ಧನ್ ಭರವಸೆ ನೀಡಿದರು. ತಾಲೂಕು ಶಿಕ್ಷಣ ಇಲಾಖೆ ವತಿಯಿಂದ ಆಯೋಜಿಸಿದ್ದ ಶಿಕ್ಷಕರ ದಿನಾಚರಣೆ ಕಾರ್ಯಕ್ರಮದಲ್ಲಿ ಮಾತನಾಡಿದ ಅವರು, ಶಿಕ್ಷಕರ ಬೇಡಿಕೆಗಳನ್ನು ಈಡೇರಿಸಲು ಬದ್ಧನಾಗಿದ್ದೇನೆ ಎಂದರು. 58 ನಿವೃತ್ತ ಹಾಗೂ 30 ಉತ್ತಮ ಶಿಕ್ಷಕರನ್ನು ಸನ್ಮಾನಿಸಲಾಯಿತು.: [498, 476, 636, 517]
- lead-headline-part1: ಅಕ್ಷರದ ಅರಿವು ಮೂಡಿಸಿದ: [316, 132, 537, 159]
- strike-headline-line2: ಹಲವು ಸಂಘಟನೆಗಳ ಬೆಂಬಲ: [205, 712, 423, 737]
- lead-body-col3: ತಿ.ನರಸೀಪುರ, ಸೆ.5(ಎಸ್‌ಕೆ)– ಜಗತ್ತಿಗೆ ಅಕ್ಷರದ ಅರಿವು ಮೂಡಿಸಿದ ಜ್ಯೋತಿಬಾ ಫುಲೆ ಅವರನ್ನು ಶಿಕ್ಷಕರ ದಿನಾಚರಣೆಯ ಸಂದರ್ಭದಲ್ಲಿ ಸ್ಮರಿಸಬೇಕು ಎಂದು ಶಾಸಕ ಎಂ.ಅಶ್ವಿನ್‌ಕುಮಾರ್ ತಿಳಿಸಿದರು. ಪಟ್ಟಣದ ಖಾಸಗಿ ಸಭಾಂಗಣದಲ್ಲಿ ಶಿಕ್ಷಣ ಇಲಾಖೆ ಹಾಗೂ ತಾಲೂಕು ಆಡಳಿತದ ವತಿಯಿಂದ ಆಯೋಜಿಸಿದ್ದ ಶಿಕ್ಷಕರ ದಿನಾಚರಣೆ ಕಾರ್ಯಕ್ರಮದಲ್ಲಿ ಅವರು ಮಾತನಾಡಿದರು. ಶಿಕ್ಷಕರು ಸಮಾಜದ ನಿರ್ಮಾಣಕ್ಕೆ ಮಹತ್ವದ ಕೊಡುಗೆ ನೀಡುತ್ತಾರೆ. ಮಕ್ಕಳಿಗೆ ಉತ್ತಮ ಶಿಕ್ಷಣ ನೀಡುವ ಮೂಲಕ ದೇಶದ ಭವಿಷ್ಯವನ್ನು ರೂಪಿಸುತ್ತಾರೆ. ಸರ್ಕಾರಿ ಶಾಲೆಗಳ ಅಭಿವೃದ್ಧಿಗೆ ಎಲ್ಲರೂ ಶ್ರಮಿಸಬೇಕು ಎಂದರು. ಕಾರ್ಯಕ್ರಮದಲ್ಲಿ ನಿವೃತ್ತ ಶಿಕ್ಷಕರನ್ನು ಸನ್ಮಾನಿಸಲಾಯಿತು. ಕ್ಷೇತ್ರ ಶಿಕ್ಷಣಾಧಿಕಾರಿ, ತಹಸೀಲ್ದಾರ್ ಹಾಗೂ ವಿವಿಧ ಶಿಕ್ಷಕರ ಸಂಘಗಳ ಪದಾಧಿಕಾರಿಗಳು ಉಪಸ್ಥಿತರಿದ್ದರು.: [530, 322, 632, 419]
- quote-box: [316, 170, 422, 204]
